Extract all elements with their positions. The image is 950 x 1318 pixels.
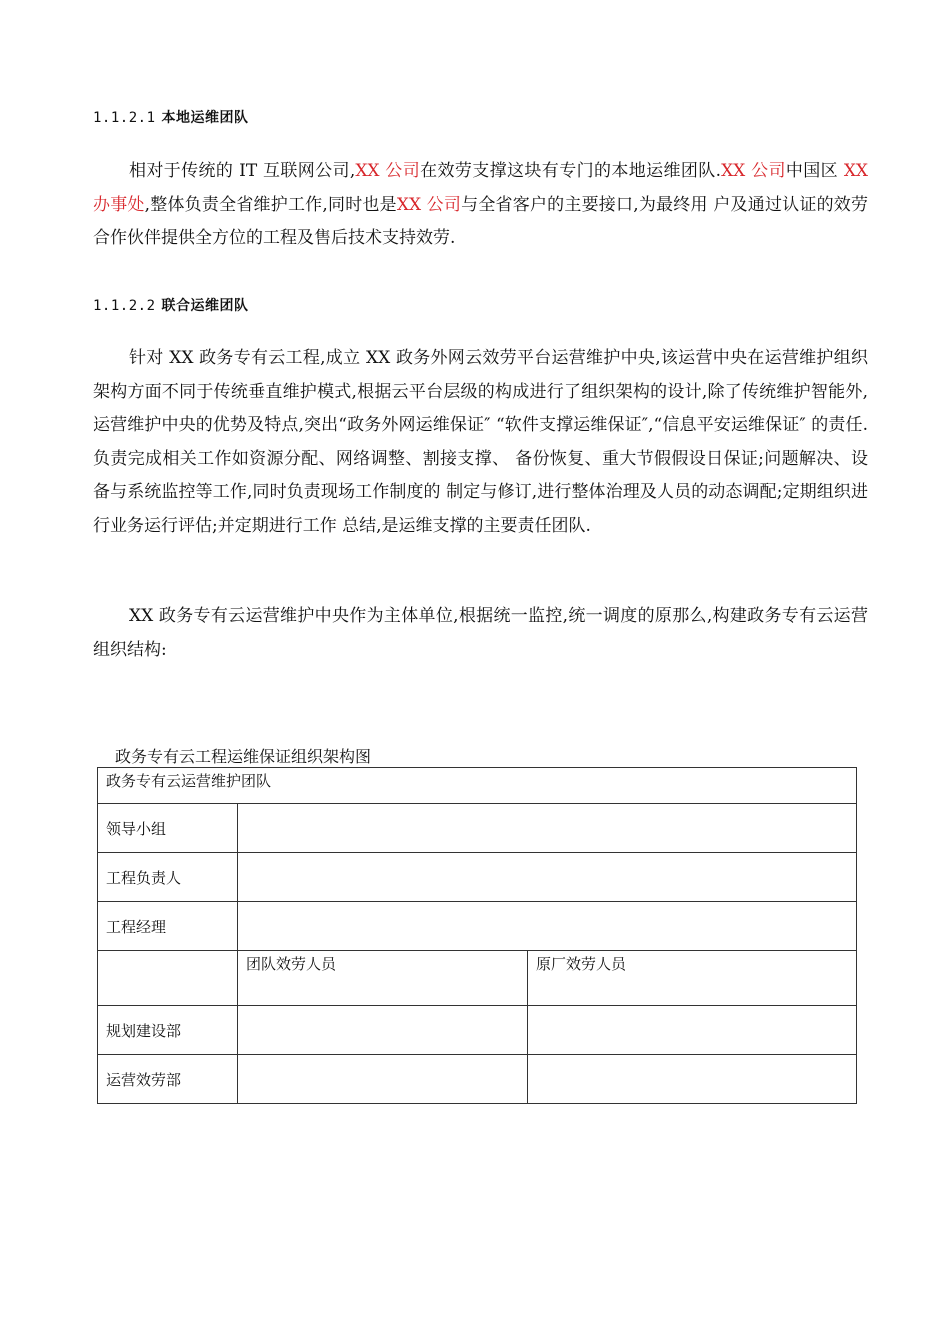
section-number: 1.1.2.2 <box>93 298 156 314</box>
empty-cell <box>238 1055 528 1104</box>
highlight-office: XX 办事处 <box>93 161 869 215</box>
paragraph-local-team <box>93 155 868 256</box>
highlight-company: XX 公司 <box>721 161 786 181</box>
org-structure-table <box>97 767 857 1104</box>
figure-caption: 政务专有云工程运维保证组织架构图 <box>115 747 372 766</box>
empty-cell <box>238 902 857 951</box>
text-run: 在效劳支撑这块有专门的本地运维团队. <box>420 161 722 181</box>
empty-cell <box>238 853 857 902</box>
row-label-project-manager: 工程经理 <box>98 902 238 951</box>
paragraph-joint-team: 针对 XX 政务专有云工程,成立 XX 政务外网云效劳平台运营维护中央,该运营中央在运营维护组织架构方面不同于传统垂直维护模式,根据云平台层级的构成进行了组织架构的设计,除了传统维护智能外,运营维护中央的优势及特点,突出“政务外网运维保证″ “软件支撑运维保证″,“信息平安运维保证″ 的责任.负责完成相关工作如资源分配、网络调整、割接支撑、 备份恢复、重大节假假设日保证;问题解决、设备与系统监控等工作,同时负责现场工作制度的 制定与修订,进行整体治理及人员的动态调配;定期组织进行业务运行评估;并定期进行工作 总结,是运维支撑的主要责任团队. <box>93 348 868 536</box>
text-run: 相对于传统的 IT 互联网公司, <box>129 161 356 181</box>
section-heading-1-1-2-2 <box>93 295 249 315</box>
row-label-operations: 运营效劳部 <box>98 1055 238 1104</box>
empty-cell <box>98 951 238 1006</box>
section-heading-1-1-2-1 <box>93 107 249 127</box>
row-label-leader: 领导小组 <box>98 804 238 853</box>
empty-cell <box>238 1006 528 1055</box>
col-header-team-staff: 团队效劳人员 <box>238 951 528 1006</box>
col-header-vendor-staff: 原厂效劳人员 <box>528 951 857 1006</box>
team-header-cell: 政务专有云运营维护团队 <box>98 768 857 804</box>
row-label-project-owner: 工程负责人 <box>98 853 238 902</box>
empty-cell <box>528 1006 857 1055</box>
text-run: 中国区 <box>785 161 844 181</box>
paragraph-org-structure: XX 政务专有云运营维护中央作为主体单位,根据统一监控,统一调度的原那么,构建政务专有云运营组织结构: <box>93 606 868 660</box>
empty-cell <box>238 804 857 853</box>
section-number: 1.1.2.1 <box>93 110 156 126</box>
text-run: 与全省客户的主要接口,为最终用 户及通过认证的效劳合作伙伴提供全方位的工程及售后技术支持效劳. <box>93 194 869 248</box>
row-label-planning: 规划建设部 <box>98 1006 238 1055</box>
empty-cell <box>528 1055 857 1104</box>
highlight-company: XX 公司 <box>355 161 421 181</box>
text-run: ,整体负责全省维护工作,同时也是 <box>144 194 397 215</box>
highlight-company: XX 公司 <box>396 194 462 215</box>
section-title: 联合运维团队 <box>161 298 249 314</box>
section-title: 本地运维团队 <box>161 110 249 126</box>
